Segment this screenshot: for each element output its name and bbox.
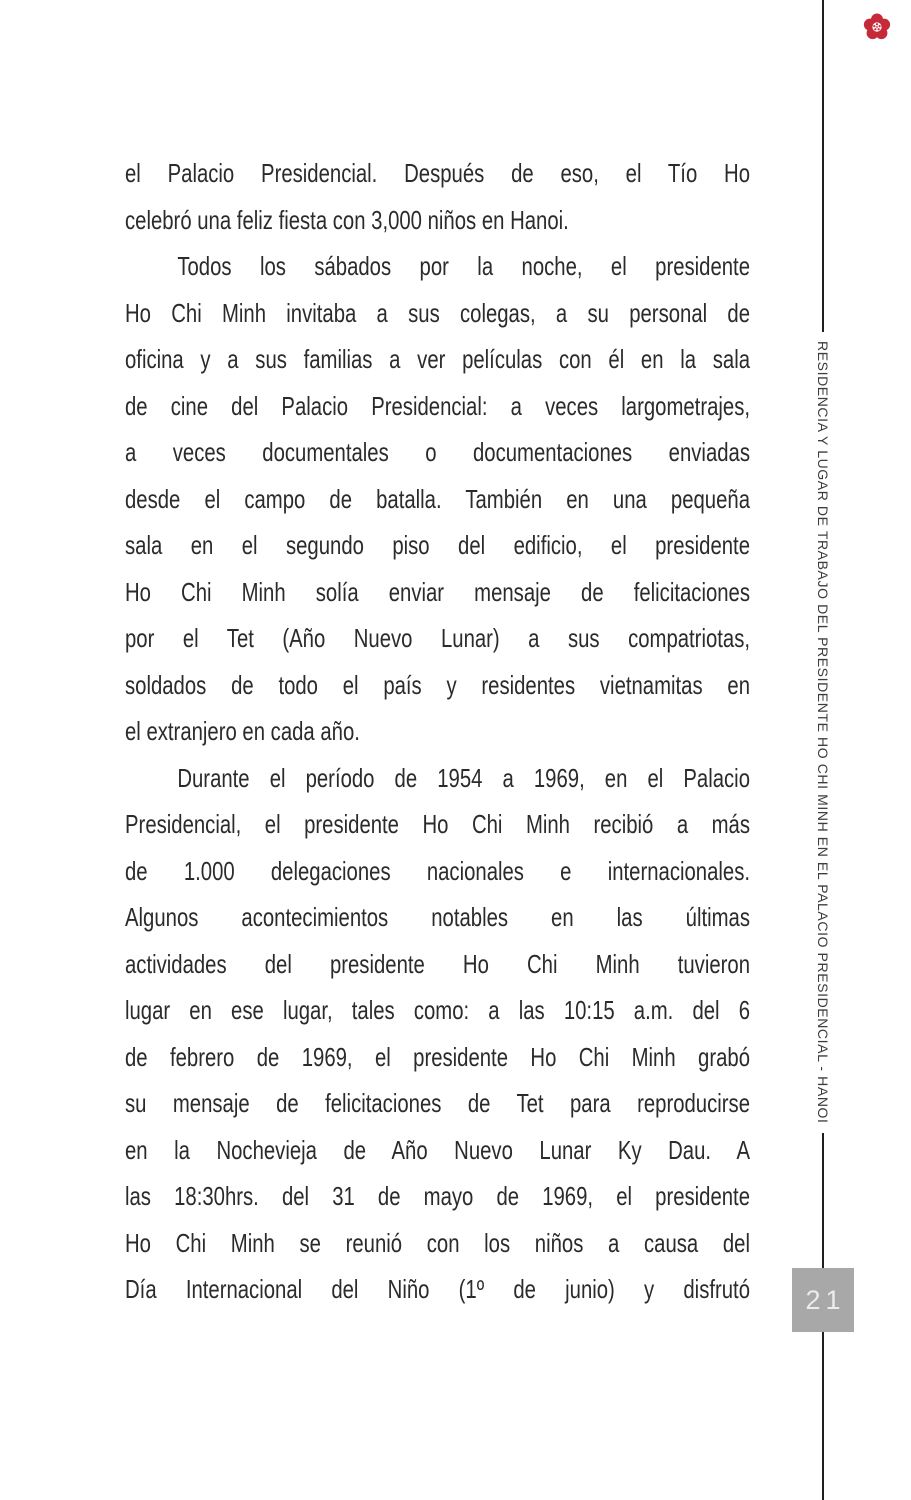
text-line: soldados de todo el país y residentes vietnamitas en bbox=[125, 669, 750, 700]
text-line: actividades del presidente Ho Chi Minh tuvieron bbox=[125, 948, 750, 979]
sidebar-running-title: RESIDENCIA Y LUGAR DE TRABAJO DEL PRESIDENTE HO CHI MINH EN EL PALACIO PRESIDENCIAL - HANOI bbox=[815, 341, 831, 1124]
text-line: Durante el período de 1954 a 1969, en el Palacio bbox=[177, 762, 750, 793]
vertical-rule-top bbox=[822, 0, 824, 332]
text-line: Todos los sábados por la noche, el presidente bbox=[177, 251, 750, 281]
text-line: Algunos acontecimientos notables en las últimas bbox=[125, 902, 750, 932]
page-number: 21 bbox=[805, 1284, 846, 1315]
text-line: por el Tet (Año Nuevo Lunar) a sus compatriotas, bbox=[125, 623, 750, 653]
text-line: desde el campo de batalla. También en una pequeña bbox=[125, 483, 750, 514]
text-line: oficina y a sus familias a ver películas con él en la sala bbox=[125, 344, 750, 374]
text-line: el Palacio Presidencial. Después de eso, el Tío Ho bbox=[125, 158, 750, 188]
text-line: de 1.000 delegaciones nacionales e internacionales. bbox=[125, 855, 750, 886]
text-line: Presidencial, el presidente Ho Chi Minh recibió a más bbox=[125, 809, 750, 839]
text-line: lugar en ese lugar, tales como: a las 10:15 a.m. del 6 bbox=[125, 995, 750, 1025]
plum-blossom-icon bbox=[863, 13, 891, 41]
text-line: sala en el segundo piso del edificio, el presidente bbox=[125, 530, 750, 560]
text-line: Día Internacional del Niño (1º de junio) y disfrutó bbox=[125, 1274, 750, 1304]
text-line: a veces documentales o documentaciones enviadas bbox=[125, 437, 750, 467]
text-line: el extranjero en cada año. bbox=[125, 716, 360, 746]
text-line: Ho Chi Minh invitaba a sus colegas, a su personal de bbox=[125, 297, 750, 328]
text-line: Ho Chi Minh solía enviar mensaje de felicitaciones bbox=[125, 576, 750, 607]
text-line: su mensaje de felicitaciones de Tet para reproducirse bbox=[125, 1088, 750, 1118]
text-line: celebró una feliz fiesta con 3,000 niños en Hanoi. bbox=[125, 204, 569, 235]
text-line: en la Nochevieja de Año Nuevo Lunar Ky Dau. A bbox=[125, 1134, 750, 1165]
text-line: Ho Chi Minh se reunió con los niños a causa del bbox=[125, 1227, 750, 1258]
text-line: de cine del Palacio Presidencial: a veces largometrajes, bbox=[125, 390, 750, 421]
body-text bbox=[125, 150, 750, 1313]
text-line: las 18:30hrs. del 31 de mayo de 1969, el presidente bbox=[125, 1181, 750, 1211]
text-line: de febrero de 1969, el presidente Ho Chi Minh grabó bbox=[125, 1041, 750, 1072]
page-number-badge bbox=[792, 1268, 854, 1332]
